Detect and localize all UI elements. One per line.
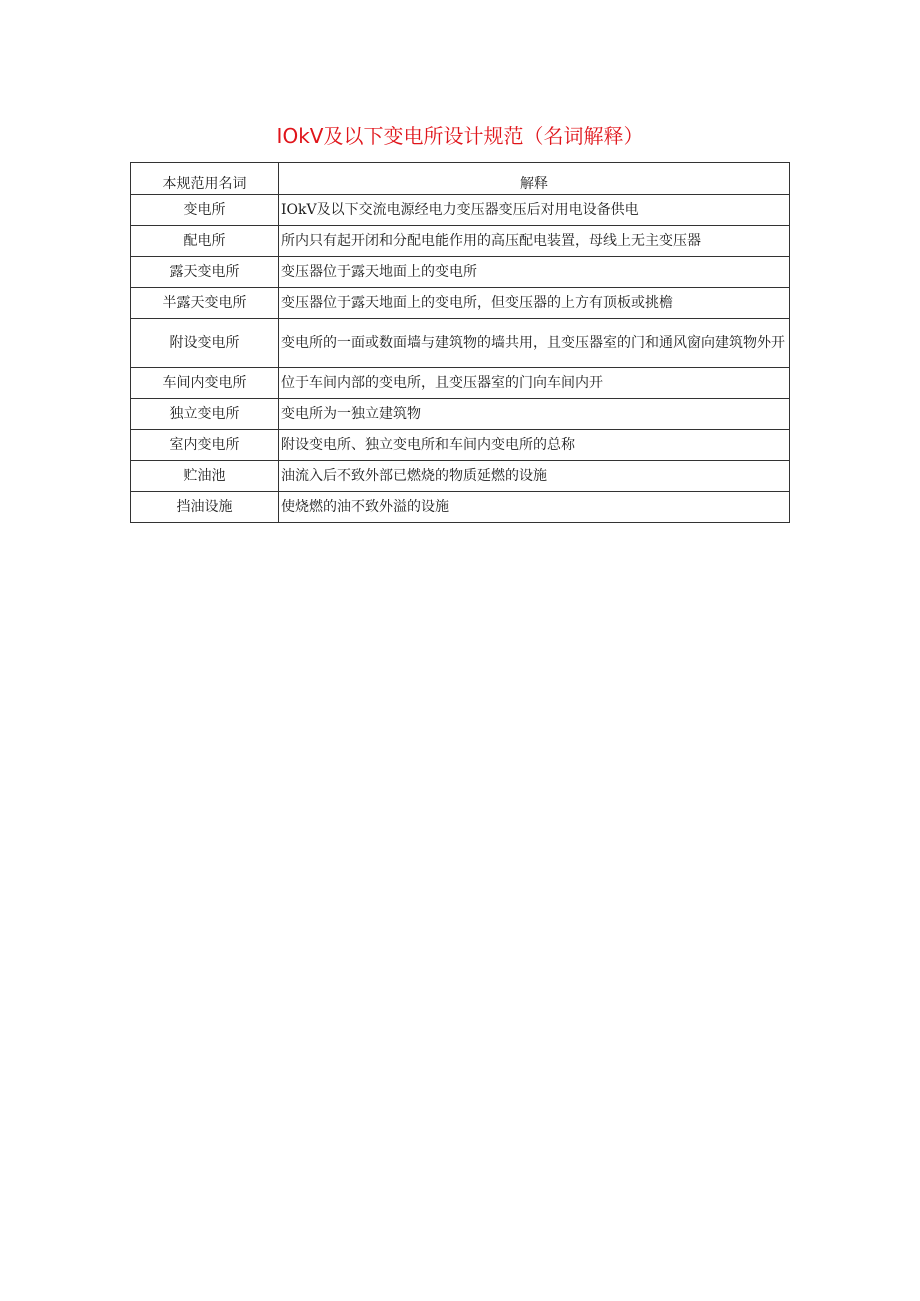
table-row bbox=[131, 492, 790, 523]
table-row bbox=[131, 399, 790, 430]
table-row bbox=[131, 368, 790, 399]
table-row bbox=[131, 288, 790, 319]
definition-cell: 变电所为一独立建筑物 bbox=[279, 399, 790, 430]
term-cell: 半露天变电所 bbox=[131, 288, 279, 319]
term-cell: 附设变电所 bbox=[131, 319, 279, 368]
term-cell: 车间内变电所 bbox=[131, 368, 279, 399]
definition-cell: 变压器位于露天地面上的变电所，但变压器的上方有顶板或挑檐 bbox=[279, 288, 790, 319]
term-cell: 露天变电所 bbox=[131, 257, 279, 288]
header-term: 本规范用名词 bbox=[131, 163, 279, 195]
table-row bbox=[131, 257, 790, 288]
definition-cell: IOkV及以下交流电源经电力变压器变压后对用电设备供电 bbox=[279, 195, 790, 226]
glossary-table bbox=[130, 162, 790, 523]
document-title: IOkV及以下变电所设计规范（名词解释） bbox=[276, 124, 644, 148]
definition-cell: 附设变电所、独立变电所和车间内变电所的总称 bbox=[279, 430, 790, 461]
definition-cell: 变压器位于露天地面上的变电所 bbox=[279, 257, 790, 288]
term-cell: 室内变电所 bbox=[131, 430, 279, 461]
table-row bbox=[131, 430, 790, 461]
table-row bbox=[131, 461, 790, 492]
term-cell: 贮油池 bbox=[131, 461, 279, 492]
term-cell: 独立变电所 bbox=[131, 399, 279, 430]
term-cell: 配电所 bbox=[131, 226, 279, 257]
term-cell: 挡油设施 bbox=[131, 492, 279, 523]
table-row bbox=[131, 319, 790, 368]
header-definition: 解释 bbox=[279, 163, 790, 195]
definition-cell: 使烧燃的油不致外溢的设施 bbox=[279, 492, 790, 523]
table-row bbox=[131, 226, 790, 257]
definition-cell: 位于车间内部的变电所，且变压器室的门向车间内开 bbox=[279, 368, 790, 399]
definition-cell: 油流入后不致外部已燃烧的物质延燃的设施 bbox=[279, 461, 790, 492]
term-cell: 变电所 bbox=[131, 195, 279, 226]
table-header-row bbox=[131, 163, 790, 195]
table-row bbox=[131, 195, 790, 226]
definition-cell: 变电所的一面或数面墙与建筑物的墙共用，且变压器室的门和通风窗向建筑物外开 bbox=[279, 319, 790, 368]
definition-cell: 所内只有起开闭和分配电能作用的高压配电装置，母线上无主变压器 bbox=[279, 226, 790, 257]
